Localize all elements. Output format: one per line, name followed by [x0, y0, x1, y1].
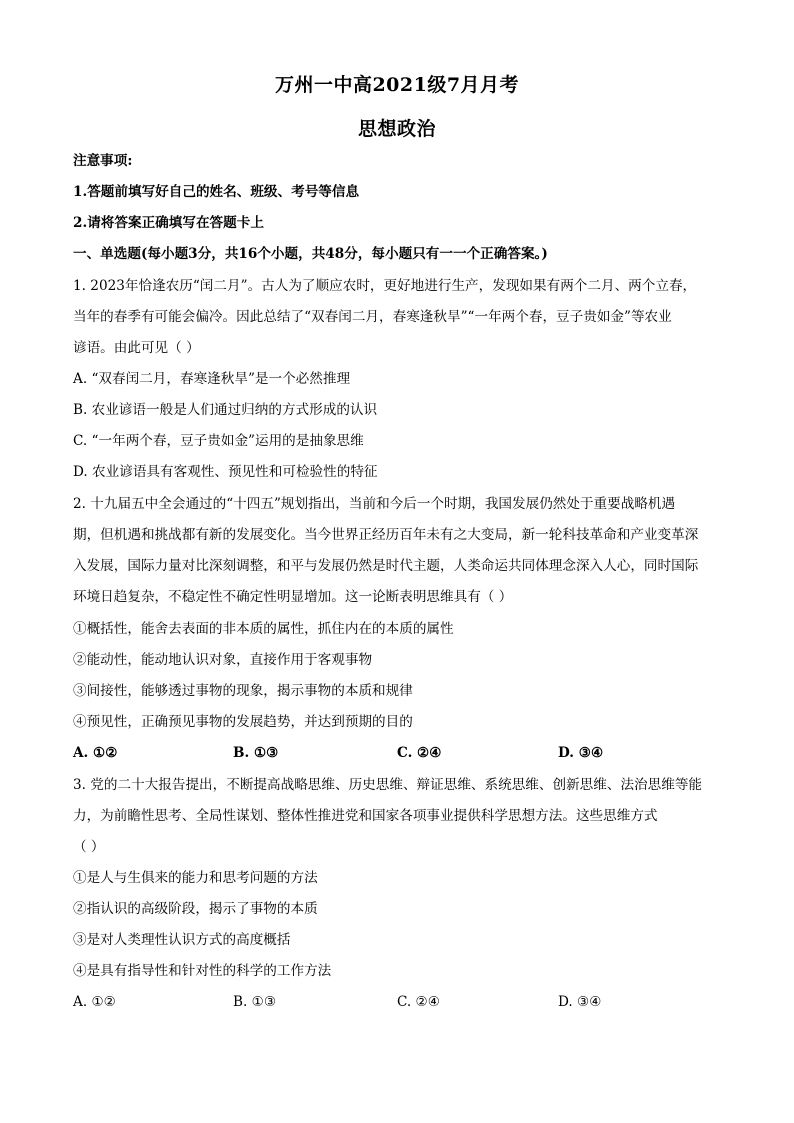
q2-choice-d: D. ③④ [558, 745, 604, 761]
q1-stem-line: 谚语。由此可见（ ） [73, 340, 200, 356]
q1-option-a: A. “双春闰二月，春寒逢秋旱”是一个必然推理 [73, 371, 351, 387]
q2-choice-a: A. ①② [73, 745, 118, 761]
notice-item: 2.请将答案正确填写在答题卡上 [73, 215, 264, 231]
q3-statement: ④是具有指导性和针对性的科学的工作方法 [73, 963, 332, 979]
q2-statement: ②能动性，能动地认识对象，直接作用于客观事物 [73, 652, 373, 668]
q2-stem-line: 2. 十九届五中全会通过的“十四五”规划指出，当前和今后一个时期，我国发展仍然处于重要战略机遇 [73, 496, 676, 512]
q3-statement: ①是人与生俱来的能力和思考问题的方法 [73, 870, 318, 886]
q3-stem-line: （ ） [73, 839, 105, 855]
q3-choice-d: D. ③④ [558, 994, 602, 1010]
q3-choice-c: C. ②④ [397, 994, 440, 1010]
section-heading: 一、单选题(每小题3分，共16个小题，共48分，每小题只有一一个正确答案。) [73, 246, 548, 262]
q2-stem-line: 入发展，国际力量对比深刻调整，和平与发展仍然是时代主题，人类命运共同体理念深入人心，同时国际 [73, 558, 699, 574]
notice-heading: 注意事项: [73, 153, 133, 169]
q3-stem-line: 力，为前瞻性思考、全局性谋划、整体性推进党和国家各项事业提供科学思想方法。这些思维方式 [73, 808, 658, 824]
q3-choice-a: A. ①② [73, 994, 116, 1010]
q1-stem-line: 1. 2023年恰逢农历“闰二月”。古人为了顺应农时，更好地进行生产，发现如果有两个二月、两个立春， [73, 278, 697, 294]
q2-stem-line: 环境日趋复杂，不稳定性不确定性明显增加。这一论断表明思维具有（ ） [73, 589, 513, 605]
q2-choice-b: B. ①③ [233, 745, 279, 761]
exam-title: 万州一中高2021级7月月考 [274, 74, 520, 96]
q3-stem-line: 3. 党的二十大报告提出，不断提高战略思维、历史思维、辩证思维、系统思维、创新思维、法治思维等能 [73, 777, 703, 793]
q3-statement: ③是对人类理性认识方式的高度概括 [73, 932, 291, 948]
subject-title: 思想政治 [357, 118, 436, 140]
q2-choice-c: C. ②④ [397, 745, 442, 761]
q2-statement: ④预见性，正确预见事物的发展趋势，并达到预期的目的 [73, 714, 413, 730]
q1-stem-line: 当年的春季有可能会偏冷。因此总结了“双春闰二月，春寒逢秋旱”“一年两个春，豆子贵如金”等农业 [73, 309, 672, 325]
q3-choice-b: B. ①③ [233, 994, 277, 1010]
q2-statement: ③间接性，能够透过事物的现象，揭示事物的本质和规律 [73, 683, 413, 699]
notice-item: 1.答题前填写好自己的姓名、班级、考号等信息 [73, 184, 360, 200]
q3-statement: ②指认识的高级阶段，揭示了事物的本质 [73, 901, 318, 917]
q1-option-c: C. “一年两个春，豆子贵如金”运用的是抽象思维 [73, 433, 364, 449]
q2-statement: ①概括性，能舍去表面的非本质的属性，抓住内在的本质的属性 [73, 621, 454, 637]
q1-option-b: B. 农业谚语一般是人们通过归纳的方式形成的认识 [73, 402, 378, 418]
q1-option-d: D. 农业谚语具有客观性、预见性和可检验性的特征 [73, 464, 378, 480]
q2-stem-line: 期，但机遇和挑战都有新的发展变化。当今世界正经历百年未有之大变局，新一轮科技革命和产业变革深 [73, 527, 699, 543]
